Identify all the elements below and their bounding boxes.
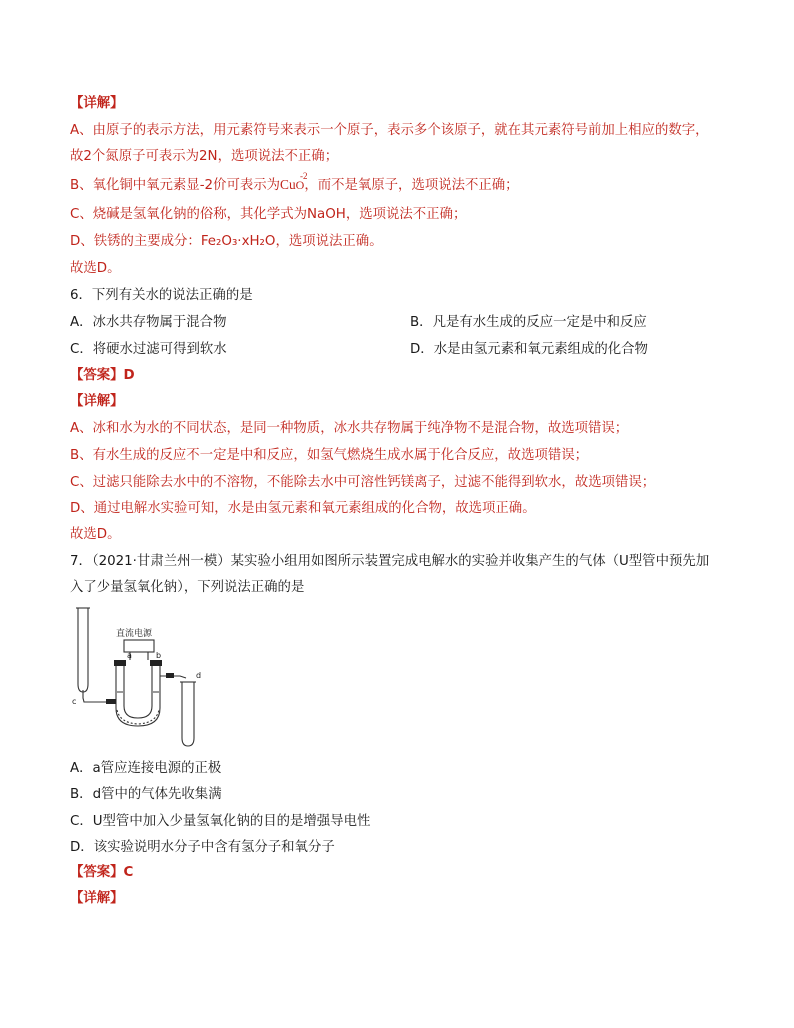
line-b-suffix: ，而不是氧原子，选项说法不正确；: [304, 178, 519, 193]
explanation-line-b: [70, 171, 519, 195]
clamp-d: [166, 673, 174, 678]
stopper-left: [114, 660, 126, 666]
q7-option-c[interactable]: C．U型管中加入少量氢氧化钠的目的是增强导电性: [70, 814, 371, 829]
q6-option-d[interactable]: D．水是由氢元素和氧元素组成的化合物: [410, 342, 648, 357]
q6-options-row-2: [70, 341, 648, 359]
cuo-o: O: [295, 178, 305, 192]
label-b: b: [156, 651, 162, 660]
electrolysis-apparatus-figure: [70, 602, 220, 752]
q7-stem-line-1: 7．（2021·甘肃兰州一模）某实验小组用如图所示装置完成电解水的实验并收集产生的气体（U型管中预先加: [70, 554, 710, 569]
q6-explain-c: C、过滤只能除去水中的不溶物，不能除去水中可溶性钙镁离子，过滤不能得到软水，故选项错误；: [70, 475, 656, 490]
clamp-c: [106, 699, 116, 704]
q6-options-row-1: [70, 314, 647, 332]
explanation-line-c: C、烧碱是氢氧化钠的俗称，其化学式为NaOH，选项说法不正确；: [70, 207, 467, 222]
detail-label-1: 【详解】: [70, 96, 124, 111]
q6-stem: 6．下列有关水的说法正确的是: [70, 288, 253, 303]
q6-explain-b: B、有水生成的反应不一定是中和反应，如氢气燃烧生成水属于化合反应，故选项错误；: [70, 448, 589, 463]
q7-answer: 【答案】C: [70, 865, 134, 880]
conclusion-1: 故选D。: [70, 261, 121, 276]
explanation-line-a2: 故2个氮原子可表示为2N，选项说法不正确；: [70, 149, 339, 164]
q6-answer: 【答案】D: [70, 368, 135, 383]
cuo-formula: [280, 171, 308, 194]
q7-detail-label: 【详解】: [70, 891, 124, 906]
q6-option-a[interactable]: A．冰水共存物属于混合物: [70, 315, 227, 330]
q6-explain-d: D、通过电解水实验可知，水是由氢元素和氧元素组成的化合物，故选项正确。: [70, 501, 536, 516]
q7-option-a[interactable]: A．a管应连接电源的正极: [70, 761, 222, 776]
label-d: d: [196, 671, 202, 680]
label-c: c: [72, 697, 77, 706]
explanation-line-d: D、铁锈的主要成分：Fe₂O₃·xH₂O，选项说法正确。: [70, 234, 383, 249]
q6-explain-a: A、冰和水为水的不同状态，是同一种物质，冰水共存物属于纯净物不是混合物，故选项错误；: [70, 421, 629, 436]
q6-conclusion: 故选D。: [70, 527, 121, 542]
q7-stem-line-2: 入了少量氢氧化钠），下列说法正确的是: [70, 580, 305, 595]
cuo-base: Cu: [280, 177, 296, 192]
power-label: 直流电源: [116, 629, 153, 639]
stopper-right: [150, 660, 162, 666]
q7-option-d[interactable]: D．该实验说明水分子中含有氢分子和氧分子: [70, 840, 335, 855]
q6-detail-label: 【详解】: [70, 394, 124, 409]
explanation-line-a1: A、由原子的表示方法，用元素符号来表示一个原子，表示多个该原子，就在其元素符号前加上相应的数字，: [70, 123, 709, 138]
line-b-prefix: B、氧化铜中氧元素显-2价可表示为: [70, 178, 281, 193]
cuo-valence: -2: [300, 171, 308, 181]
q7-option-b[interactable]: B．d管中的气体先收集满: [70, 787, 222, 802]
label-a: a: [127, 651, 132, 660]
q6-option-b[interactable]: B．凡是有水生成的反应一定是中和反应: [410, 315, 647, 330]
q6-option-c[interactable]: C．将硬水过滤可得到软水: [70, 342, 227, 357]
